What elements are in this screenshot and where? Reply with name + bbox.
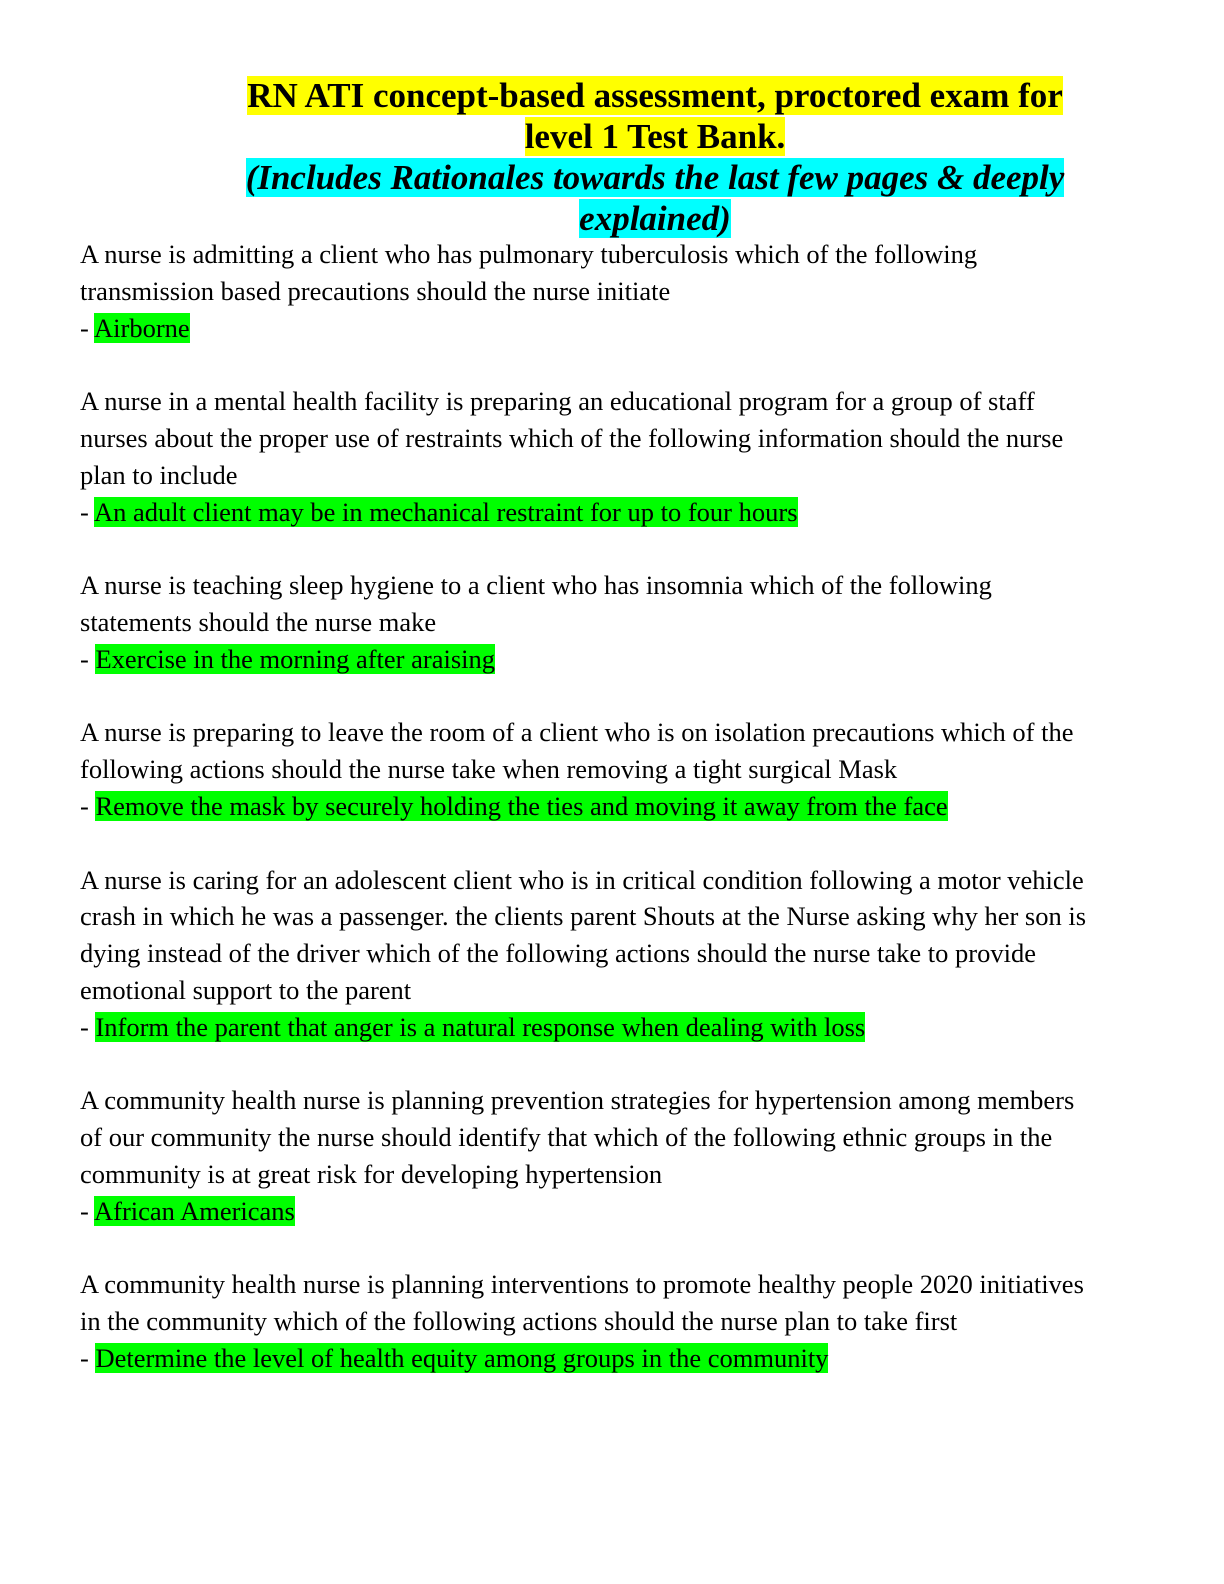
question-answer-list: [80, 236, 1090, 1414]
title-highlight: level 1 Test Bank.: [524, 117, 786, 156]
qa-item: [80, 1266, 1090, 1376]
answer-line: [80, 494, 1090, 531]
question-text: A nurse in a mental health facility is preparing an educational program for a group of staff nurses about the proper use of restraints which of the following information should the nurse plan to include: [80, 386, 1064, 490]
question-text: A nurse is preparing to leave the room of a client who is on isolation precautions which of the following actions should the nurse take when removing a tight surgical Mask: [80, 717, 1074, 785]
answer-prefix: -: [80, 643, 96, 674]
answer-prefix: -: [80, 1342, 96, 1373]
answer-line: [80, 310, 1090, 347]
answer-line: [80, 788, 1090, 825]
answer-highlight: Airborne: [94, 312, 190, 343]
answer-highlight: African Americans: [94, 1195, 295, 1226]
qa-item: [80, 1082, 1090, 1229]
title-highlight: RN ATI concept-based assessment, proctored exam for: [247, 76, 1063, 115]
answer-line: [80, 1009, 1090, 1046]
answer-prefix: -: [80, 790, 96, 821]
subtitle-highlight: explained): [579, 199, 731, 238]
answer-line: [80, 1340, 1090, 1377]
answer-prefix: -: [80, 312, 94, 343]
question-text: A nurse is admitting a client who has pulmonary tuberculosis which of the following transmission based precautions should the nurse initiate: [80, 239, 978, 306]
answer-line: [80, 641, 1090, 678]
title-line-1: [150, 75, 1160, 116]
answer-highlight: Remove the mask by securely holding the ties and moving it away from the face: [95, 790, 948, 821]
qa-item: [80, 383, 1090, 530]
answer-prefix: -: [80, 1195, 94, 1226]
question-text: A community health nurse is planning interventions to promote healthy people 2020 initiatives in the community which of the following actions should the nurse plan to take first: [80, 1269, 1084, 1337]
question-text: A nurse is caring for an adolescent client who is in critical condition following a motor vehicle crash in which he was a passenger. the clients parent Shouts at the Nurse asking why her son is dying instead of the driver which of the following actions should the nurse take to provide emotional support to the parent: [80, 864, 1087, 1005]
question-text: A nurse is teaching sleep hygiene to a client who has insomnia which of the following statements should the nurse make: [80, 570, 992, 637]
subtitle-highlight: (Includes Rationales towards the last few pages & deeply: [245, 158, 1065, 197]
qa-item: [80, 236, 1090, 346]
question-text: A community health nurse is planning prevention strategies for hypertension among members of our community the nurse should identify that which of the following ethnic groups in the community is at great risk for developing hypertension: [80, 1085, 1075, 1189]
answer-highlight: An adult client may be in mechanical restraint for up to four hours: [94, 496, 798, 527]
subtitle-line-1: [150, 157, 1160, 198]
answer-highlight: Exercise in the morning after araising: [95, 643, 496, 674]
subtitle-line-2: [150, 198, 1160, 239]
answer-prefix: -: [80, 496, 94, 527]
answer-highlight: Inform the parent that anger is a natural response when dealing with loss: [95, 1011, 866, 1042]
qa-item: [80, 714, 1090, 824]
answer-prefix: -: [80, 1011, 96, 1042]
document-header: [150, 75, 1160, 239]
answer-highlight: Determine the level of health equity among groups in the community: [95, 1342, 829, 1373]
answer-line: [80, 1193, 1090, 1230]
title-line-2: [150, 116, 1160, 157]
qa-item: [80, 862, 1090, 1046]
qa-item: [80, 567, 1090, 677]
